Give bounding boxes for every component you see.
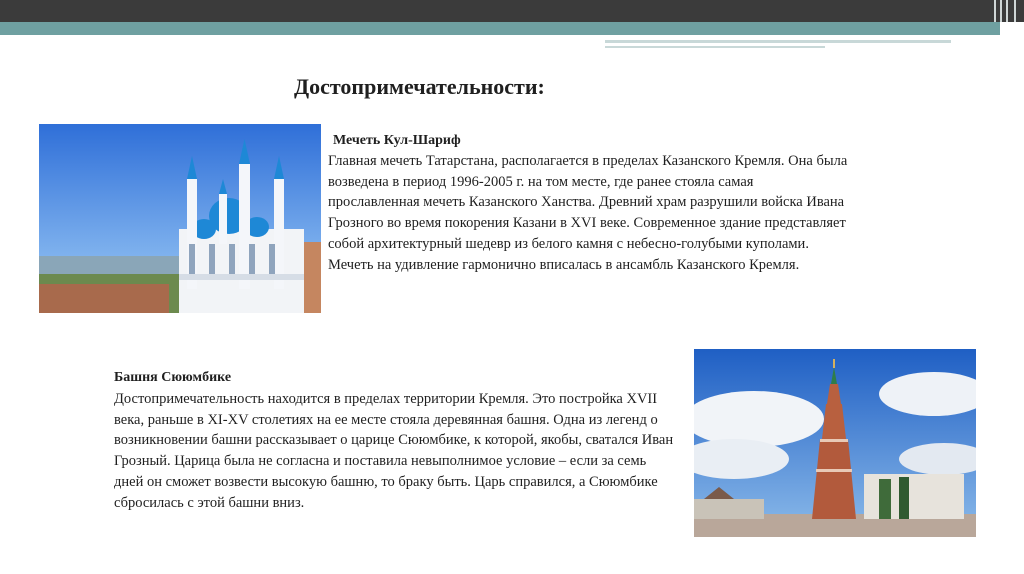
kul-sharif-mosque-photo	[39, 124, 321, 313]
teal-accent-band	[0, 22, 1000, 35]
slide-title: Достопримечательности:	[294, 74, 545, 99]
kul-sharif-description: Главная мечеть Татарстана, располагается в пределах Казанского Кремля. Она была возведена в период 1996-2005 г. на том месте, где ранее стояла самая прославленная мечеть Казанского Ханства. Древний храм разрушили войска Ивана Грозного во время покорения Казани в XVI веке. Современное здание представляет собой архитектурный шедевр из белого камня с небесно-голубыми куполами. Мечеть на удивление гармонично вписалась в ансамбль Казанского Кремля.	[328, 153, 848, 273]
corner-stripes	[992, 0, 1024, 22]
syuyumbike-description: Достопримечательность находится в пределах территории Кремля. Это постройка XVII века, раньше в XI-XV столетиях на ее месте стояла деревянная башня. Одна из легенд о возникновении башни рассказывает о царице Сююмбике, к которой, якобы, сватался Иван Грозный. Царица была не согласна и поставила невыполнимое условие – если за семь дней он сможет возвести высокую башню, то браку быть. Царь справился, а Сююмбике сбросилась с этой башни вниз.	[114, 391, 674, 511]
syuyumbike-tower-photo	[694, 349, 976, 537]
deco-line	[605, 40, 951, 43]
kul-sharif-heading: Мечеть Кул-Шариф	[333, 133, 461, 148]
deco-line	[605, 46, 825, 48]
syuyumbike-heading: Башня Сююмбике	[114, 370, 232, 385]
top-dark-bar	[0, 0, 1024, 22]
